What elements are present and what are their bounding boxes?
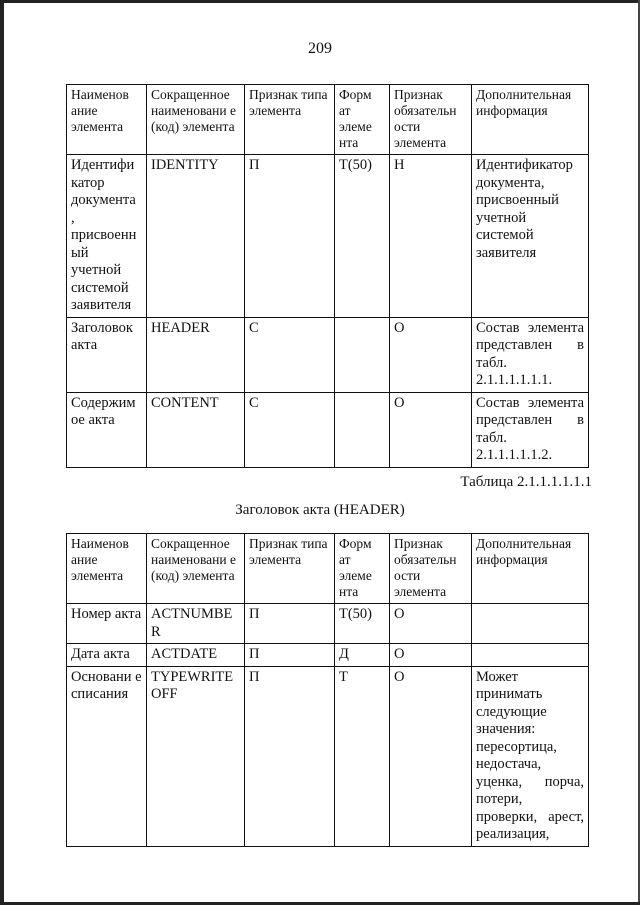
- header-elements-table: [66, 533, 589, 847]
- cell-name: Идентифи катор документа , присвоенн ый учетной системой заявителя: [67, 155, 147, 318]
- page-number: 209: [308, 40, 332, 57]
- cell-format: [335, 317, 390, 392]
- cell-code: CONTENT: [147, 392, 245, 467]
- cell-code: TYPEWRITE OFF: [147, 666, 245, 846]
- cell-format: T: [335, 666, 390, 846]
- cell-required: О: [390, 666, 472, 846]
- cell-info: [472, 604, 589, 644]
- cell-name: Заголовок акта: [67, 317, 147, 392]
- header-type: Признак типа элемента: [245, 534, 335, 604]
- cell-type: С: [245, 392, 335, 467]
- cell-info: Состав элемента представлен в табл. 2.1.1.1.1.1.1.: [472, 317, 589, 392]
- cell-code: IDENTITY: [147, 155, 245, 318]
- cell-name: Дата акта: [67, 644, 147, 667]
- scan-border-left: [0, 0, 4, 905]
- header-required: Признак обязательн ости элемента: [390, 534, 472, 604]
- scan-border-top: [0, 0, 640, 3]
- cell-code: ACTDATE: [147, 644, 245, 667]
- table-number-caption: Таблица 2.1.1.1.1.1.1: [460, 474, 592, 490]
- header-code: Сокращенное наименовани е (код) элемента: [147, 85, 245, 155]
- elements-table: [66, 84, 589, 468]
- cell-required: О: [390, 317, 472, 392]
- table-row: [67, 644, 589, 667]
- header-name: Наименов ание элемента: [67, 534, 147, 604]
- header-info: Дополнительная информация: [472, 534, 589, 604]
- table-row: [67, 666, 589, 846]
- cell-name: Содержим ое акта: [67, 392, 147, 467]
- cell-format: Д: [335, 644, 390, 667]
- table-header-row: [67, 534, 589, 604]
- cell-required: О: [390, 392, 472, 467]
- header-format: Форм ат элеме нта: [335, 534, 390, 604]
- header-type: Признак типа элемента: [245, 85, 335, 155]
- cell-code: ACTNUMBE R: [147, 604, 245, 644]
- cell-type: П: [245, 604, 335, 644]
- cell-required: О: [390, 644, 472, 667]
- header-name: Наименов ание элемента: [67, 85, 147, 155]
- cell-required: О: [390, 604, 472, 644]
- cell-name: Номер акта: [67, 604, 147, 644]
- cell-info: Может принимать следующие значения: пересортица, недостача, уценка, порча, потери, проверки, арест, реализация,: [472, 666, 589, 846]
- cell-type: П: [245, 666, 335, 846]
- cell-type: С: [245, 317, 335, 392]
- table-row: [67, 317, 589, 392]
- table-header-row: [67, 85, 589, 155]
- cell-type: П: [245, 155, 335, 318]
- header-code: Сокращенное наименовани е (код) элемента: [147, 534, 245, 604]
- cell-info: Состав элемента представлен в табл. 2.1.1.1.1.1.2.: [472, 392, 589, 467]
- table-row: [67, 604, 589, 644]
- cell-code: HEADER: [147, 317, 245, 392]
- cell-required: Н: [390, 155, 472, 318]
- cell-format: T(50): [335, 604, 390, 644]
- cell-format: T(50): [335, 155, 390, 318]
- table-row: [67, 155, 589, 318]
- cell-format: [335, 392, 390, 467]
- table-row: [67, 392, 589, 467]
- cell-info: [472, 644, 589, 667]
- header-required: Признак обязательн ости элемента: [390, 85, 472, 155]
- header-format: Форм ат элеме нта: [335, 85, 390, 155]
- cell-info: Идентификатор документа, присвоенный учетной системой заявителя: [472, 155, 589, 318]
- cell-name: Основани е списания: [67, 666, 147, 846]
- cell-type: П: [245, 644, 335, 667]
- table-title: Заголовок акта (HEADER): [235, 502, 405, 518]
- header-info: Дополнительная информация: [472, 85, 589, 155]
